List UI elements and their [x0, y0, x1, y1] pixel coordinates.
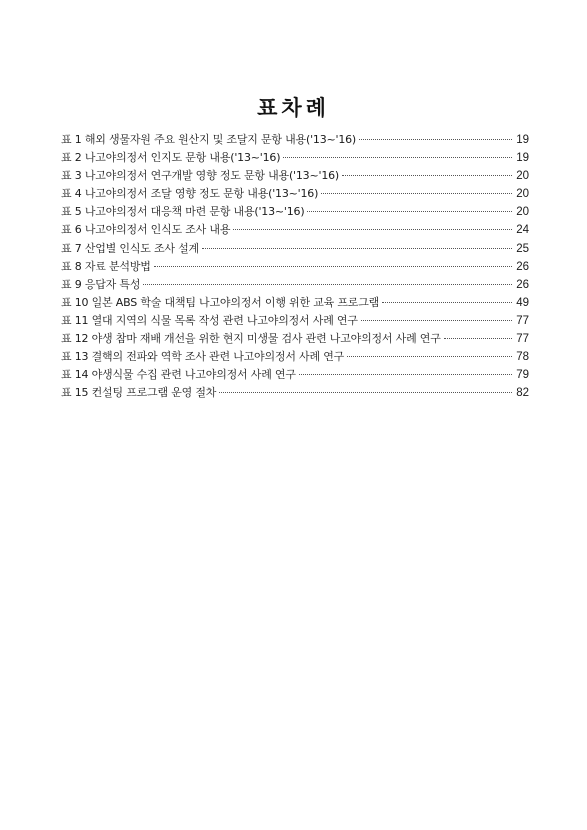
toc-entry[interactable]	[61, 312, 529, 330]
dot-leader	[342, 175, 512, 176]
toc-entry-page-number: 20	[516, 188, 529, 201]
toc-entry-label: 표 14 야생식물 수집 관련 나고야의정서 사례 연구	[61, 368, 296, 382]
toc-entry-label: 표 7 산업별 인식도 조사 설계	[61, 241, 199, 255]
toc-entry-page-number: 82	[516, 387, 529, 400]
toc-entry[interactable]	[61, 384, 529, 402]
dot-leader	[359, 139, 512, 140]
dot-leader	[347, 356, 512, 357]
toc-entry-page-number: 77	[516, 333, 529, 346]
toc-entry-page-number: 19	[516, 152, 529, 165]
dot-leader	[382, 302, 512, 303]
toc-entry[interactable]	[61, 221, 529, 239]
toc-entry[interactable]	[61, 276, 529, 294]
toc-entry[interactable]	[61, 131, 529, 149]
toc-entry[interactable]	[61, 348, 529, 366]
toc-entry-page-number: 20	[516, 170, 529, 183]
toc-entry-label: 표 9 응답자 특성	[61, 277, 141, 291]
toc-entry-page-number: 26	[516, 260, 529, 273]
toc-entry-label: 표 2 나고야의정서 인지도 문항 내용('13~'16)	[61, 151, 281, 165]
dot-leader	[444, 338, 512, 339]
dot-leader	[154, 266, 512, 267]
toc-entry[interactable]	[61, 203, 529, 221]
dot-leader	[307, 211, 512, 212]
toc-entry[interactable]	[61, 294, 529, 312]
dot-leader	[283, 157, 512, 158]
toc-entry[interactable]	[61, 258, 529, 276]
toc-entry[interactable]	[61, 240, 529, 258]
toc-entry-label: 표 10 일본 ABS 학술 대책팀 나고야의정서 이행 위한 교육 프로그램	[61, 295, 380, 309]
toc-entry-page-number: 78	[516, 351, 529, 364]
toc-entry-label: 표 15 컨설팅 프로그램 운영 절차	[61, 386, 217, 400]
toc-entry-page-number: 26	[516, 278, 529, 291]
toc-entry-page-number: 20	[516, 206, 529, 219]
toc-entry-label: 표 3 나고야의정서 연구개발 영향 정도 문항 내용('13~'16)	[61, 169, 340, 183]
toc-entry[interactable]	[61, 185, 529, 203]
dot-leader	[321, 193, 512, 194]
toc-entry-label: 표 8 자료 분석방법	[61, 259, 151, 273]
dot-leader	[299, 374, 512, 375]
toc-entry-label: 표 11 열대 지역의 식물 목록 작성 관련 나고야의정서 사례 연구	[61, 313, 358, 327]
toc-entry-page-number: 79	[516, 369, 529, 382]
toc-entry[interactable]	[61, 167, 529, 185]
toc-entry-page-number: 24	[516, 224, 529, 237]
dot-leader	[361, 320, 512, 321]
dot-leader	[202, 248, 512, 249]
toc-entry[interactable]	[61, 330, 529, 348]
toc-entry-page-number: 49	[516, 296, 529, 309]
table-of-tables	[61, 131, 529, 402]
toc-entry-page-number: 77	[516, 314, 529, 327]
toc-entry-label: 표 5 나고야의정서 대응책 마련 문항 내용('13~'16)	[61, 205, 305, 219]
toc-entry-label: 표 6 나고야의정서 인식도 조사 내용	[61, 223, 231, 237]
toc-entry[interactable]	[61, 149, 529, 167]
page-title: 표차례	[257, 96, 330, 121]
toc-entry-page-number: 19	[516, 134, 529, 146]
dot-leader	[219, 392, 512, 393]
dot-leader	[143, 284, 512, 285]
toc-entry-label: 표 1 해외 생물자원 주요 원산지 및 조달지 문항 내용('13~'16)	[61, 133, 357, 146]
toc-entry-label: 표 13 결핵의 전파와 역학 조사 관련 나고야의정서 사례 연구	[61, 350, 345, 364]
toc-entry-label: 표 12 야생 참마 재배 개선을 위한 현지 미생물 검사 관련 나고야의정서 사례 연구	[61, 332, 441, 346]
toc-entry-page-number: 25	[516, 242, 529, 255]
toc-entry-label: 표 4 나고야의정서 조달 영향 정도 문항 내용('13~'16)	[61, 187, 319, 201]
toc-entry[interactable]	[61, 366, 529, 384]
dot-leader	[233, 229, 512, 230]
